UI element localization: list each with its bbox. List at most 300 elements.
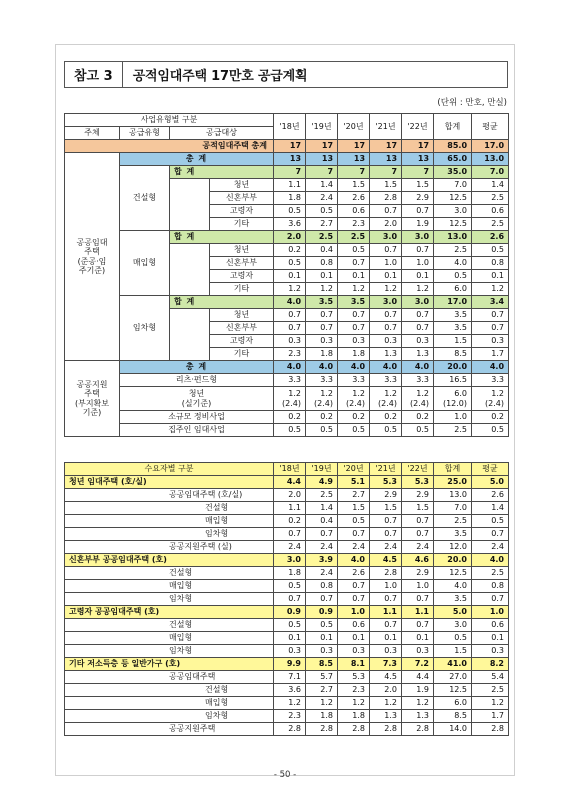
value-cell: 0.2: [306, 411, 338, 424]
table-row: [65, 476, 509, 489]
value-cell: 0.3: [370, 645, 402, 658]
value-cell: 2.4: [306, 192, 338, 205]
value-cell: 2.8: [274, 723, 306, 736]
demand-label: 임차형: [65, 645, 274, 658]
value-cell: 7: [338, 166, 370, 179]
support-total-label: 총 계: [120, 361, 274, 374]
value-cell: 0.5: [274, 257, 306, 270]
value-cell: 0.7: [472, 593, 509, 606]
value-cell: 1.2 (2.4): [370, 387, 402, 411]
title-box: [64, 61, 508, 88]
value-cell: 2.5: [472, 192, 509, 205]
table-row: [65, 606, 509, 619]
value-cell: 0.7: [402, 619, 434, 632]
target-label: 고령자: [210, 335, 274, 348]
value-cell: 1.8: [338, 348, 370, 361]
supply-plan-table: [64, 113, 509, 437]
value-cell: 17.0: [434, 296, 472, 309]
value-cell: 1.5: [402, 179, 434, 192]
value-cell: 0.3: [306, 645, 338, 658]
demand-label: 신혼부부 공공임대주택 (호): [65, 554, 274, 567]
value-cell: 3.6: [274, 218, 306, 231]
value-cell: 13: [338, 153, 370, 166]
value-cell: 3.5: [434, 593, 472, 606]
value-cell: 17: [274, 140, 306, 153]
value-cell: 1.2: [402, 283, 434, 296]
value-cell: 0.7: [338, 528, 370, 541]
value-cell: 0.7: [370, 515, 402, 528]
demand-label: 기타 저소득층 등 일반가구 (호): [65, 658, 274, 671]
value-cell: 16.5: [434, 374, 472, 387]
value-cell: 1.9: [402, 218, 434, 231]
value-cell: 4.0: [306, 361, 338, 374]
value-cell: 13.0: [472, 153, 509, 166]
header-type: 사업유형별 구분: [65, 114, 274, 127]
value-cell: 1.3: [370, 710, 402, 723]
header-year: 합계: [434, 114, 472, 140]
table-row: [65, 387, 509, 411]
support-type-label: 집주인 임대사업: [120, 424, 274, 437]
value-cell: 0.5: [472, 424, 509, 437]
value-cell: 0.9: [306, 606, 338, 619]
table-row: [65, 528, 509, 541]
header-demand: 수요자별 구분: [65, 463, 274, 476]
value-cell: 5.0: [472, 476, 509, 489]
table-row: [65, 710, 509, 723]
value-cell: 1.5: [370, 179, 402, 192]
value-cell: 1.2: [274, 283, 306, 296]
value-cell: 2.5: [434, 424, 472, 437]
value-cell: 5.7: [306, 671, 338, 684]
value-cell: 1.0: [434, 411, 472, 424]
value-cell: 1.2 (2.4): [306, 387, 338, 411]
value-cell: 2.4: [274, 541, 306, 554]
value-cell: 0.1: [472, 270, 509, 283]
value-cell: 1.8: [338, 710, 370, 723]
value-cell: 2.5: [472, 218, 509, 231]
value-cell: 0.5: [434, 632, 472, 645]
value-cell: 0.3: [338, 335, 370, 348]
spacer-cell: [170, 244, 210, 296]
value-cell: 3.3: [472, 374, 509, 387]
table-row: [65, 541, 509, 554]
header-supply: 공급유형: [120, 127, 170, 140]
table-row: [65, 424, 509, 437]
table-row: [65, 114, 509, 127]
table-row: [65, 567, 509, 580]
value-cell: 0.6: [338, 205, 370, 218]
value-cell: 9.9: [274, 658, 306, 671]
value-cell: 2.6: [472, 231, 509, 244]
value-cell: 0.7: [306, 528, 338, 541]
target-label: 청년: [210, 244, 274, 257]
value-cell: 85.0: [434, 140, 472, 153]
table-row: [65, 619, 509, 632]
value-cell: 8.5: [434, 348, 472, 361]
value-cell: 0.7: [472, 322, 509, 335]
value-cell: 20.0: [434, 554, 472, 567]
demand-label: 청년 임대주택 (호/실): [65, 476, 274, 489]
value-cell: 2.4: [338, 541, 370, 554]
value-cell: 0.3: [402, 645, 434, 658]
header-year: 합계: [434, 463, 472, 476]
value-cell: 1.2 (2.4): [338, 387, 370, 411]
table-row: [65, 697, 509, 710]
table-row: [65, 554, 509, 567]
target-label: 기타: [210, 283, 274, 296]
table-row: [65, 684, 509, 697]
value-cell: 12.5: [434, 684, 472, 697]
value-cell: 3.5: [434, 322, 472, 335]
value-cell: 0.7: [370, 244, 402, 257]
value-cell: 0.7: [402, 515, 434, 528]
value-cell: 14.0: [434, 723, 472, 736]
header-year: '19년: [306, 114, 338, 140]
target-label: 신혼부부: [210, 192, 274, 205]
target-label: 고령자: [210, 205, 274, 218]
value-cell: 2.0: [370, 218, 402, 231]
support-housing-label: 공공지원 주택 (부지확보 기준): [65, 361, 120, 437]
value-cell: 0.7: [306, 593, 338, 606]
value-cell: 4.5: [370, 554, 402, 567]
value-cell: 13.0: [434, 231, 472, 244]
demand-label: 공공임대주택 (호/실): [65, 489, 274, 502]
demand-label: 공공임대주택: [65, 671, 274, 684]
value-cell: 17: [338, 140, 370, 153]
value-cell: 3.5: [306, 296, 338, 309]
demand-label: 건설형: [65, 619, 274, 632]
value-cell: 1.4: [306, 502, 338, 515]
value-cell: 2.8: [402, 723, 434, 736]
value-cell: 1.2: [338, 697, 370, 710]
value-cell: 1.2 (2.4): [472, 387, 509, 411]
value-cell: 25.0: [434, 476, 472, 489]
value-cell: 8.5: [306, 658, 338, 671]
value-cell: 1.0: [402, 257, 434, 270]
value-cell: 0.7: [338, 580, 370, 593]
value-cell: 0.7: [370, 619, 402, 632]
value-cell: 2.8: [370, 192, 402, 205]
value-cell: 0.9: [274, 606, 306, 619]
value-cell: 1.7: [472, 710, 509, 723]
value-cell: 13.0: [434, 489, 472, 502]
value-cell: 2.3: [338, 218, 370, 231]
value-cell: 0.5: [274, 619, 306, 632]
value-cell: 0.7: [402, 322, 434, 335]
value-cell: 1.3: [402, 710, 434, 723]
value-cell: 0.2: [472, 411, 509, 424]
demand-label: 매입형: [65, 515, 274, 528]
value-cell: 1.2: [472, 697, 509, 710]
value-cell: 0.3: [338, 645, 370, 658]
value-cell: 0.4: [306, 244, 338, 257]
value-cell: 0.7: [306, 309, 338, 322]
value-cell: 4.0: [338, 361, 370, 374]
value-cell: 0.7: [402, 205, 434, 218]
value-cell: 1.8: [274, 567, 306, 580]
value-cell: 0.7: [370, 528, 402, 541]
value-cell: 3.3: [338, 374, 370, 387]
value-cell: 8.2: [472, 658, 509, 671]
title-number: 참고 3: [65, 62, 123, 87]
value-cell: 1.2: [338, 283, 370, 296]
value-cell: 5.4: [472, 671, 509, 684]
value-cell: 1.2 (2.4): [402, 387, 434, 411]
demand-label: 매입형: [65, 580, 274, 593]
value-cell: 5.3: [338, 671, 370, 684]
demand-label: 매입형: [65, 697, 274, 710]
subtotal-label: 합 계: [170, 166, 274, 179]
value-cell: 2.9: [402, 192, 434, 205]
table-row: [65, 463, 509, 476]
value-cell: 0.7: [338, 257, 370, 270]
value-cell: 2.7: [338, 489, 370, 502]
value-cell: 4.0: [402, 361, 434, 374]
target-label: 청년: [210, 309, 274, 322]
target-label: 청년: [210, 179, 274, 192]
value-cell: 1.3: [370, 348, 402, 361]
value-cell: 1.5: [434, 645, 472, 658]
header-year: '21년: [370, 114, 402, 140]
value-cell: 0.6: [472, 619, 509, 632]
value-cell: 2.4: [370, 541, 402, 554]
value-cell: 0.7: [402, 309, 434, 322]
value-cell: 2.5: [338, 231, 370, 244]
spacer-cell: [170, 179, 210, 231]
value-cell: 2.4: [306, 541, 338, 554]
table-row: [65, 153, 509, 166]
value-cell: 2.5: [434, 244, 472, 257]
value-cell: 2.8: [306, 723, 338, 736]
value-cell: 1.4: [472, 502, 509, 515]
value-cell: 2.0: [370, 684, 402, 697]
value-cell: 0.5: [338, 424, 370, 437]
value-cell: 2.9: [370, 489, 402, 502]
value-cell: 3.5: [434, 309, 472, 322]
value-cell: 0.2: [402, 411, 434, 424]
value-cell: 1.0: [402, 580, 434, 593]
demand-label: 건설형: [65, 502, 274, 515]
table-row: [65, 374, 509, 387]
value-cell: 0.7: [274, 593, 306, 606]
value-cell: 1.1: [274, 179, 306, 192]
value-cell: 13: [306, 153, 338, 166]
value-cell: 4.5: [370, 671, 402, 684]
value-cell: 4.4: [402, 671, 434, 684]
table-row: [65, 580, 509, 593]
value-cell: 0.7: [306, 322, 338, 335]
header-year: '22년: [402, 463, 434, 476]
value-cell: 2.3: [338, 684, 370, 697]
value-cell: 2.9: [402, 489, 434, 502]
supply-type-label: 매입형: [120, 231, 170, 296]
value-cell: 3.3: [370, 374, 402, 387]
value-cell: 3.0: [274, 554, 306, 567]
public-housing-label: 공공임대 주택 (준공·임 주기준): [65, 153, 120, 361]
value-cell: 4.0: [274, 361, 306, 374]
value-cell: 0.5: [274, 580, 306, 593]
value-cell: 17: [306, 140, 338, 153]
value-cell: 1.4: [306, 179, 338, 192]
value-cell: 2.8: [370, 567, 402, 580]
table-row: [65, 502, 509, 515]
value-cell: 0.5: [338, 515, 370, 528]
value-cell: 1.2 (2.4): [274, 387, 306, 411]
value-cell: 3.0: [434, 619, 472, 632]
value-cell: 1.0: [370, 257, 402, 270]
header-year: 평균: [472, 114, 509, 140]
value-cell: 17: [370, 140, 402, 153]
value-cell: 7.0: [472, 166, 509, 179]
value-cell: 1.0: [472, 606, 509, 619]
value-cell: 0.2: [274, 244, 306, 257]
value-cell: 3.0: [402, 296, 434, 309]
value-cell: 0.5: [434, 270, 472, 283]
value-cell: 13: [370, 153, 402, 166]
value-cell: 0.1: [402, 270, 434, 283]
value-cell: 4.0: [434, 257, 472, 270]
demand-plan-table: [64, 462, 509, 736]
value-cell: 17: [402, 140, 434, 153]
value-cell: 3.0: [370, 296, 402, 309]
grand-total-label: 공적임대주택 총계: [65, 140, 274, 153]
spacer-cell: [170, 309, 210, 361]
support-type-label: 청년 (실기준): [120, 387, 274, 411]
value-cell: 2.5: [472, 684, 509, 697]
table-row: [65, 140, 509, 153]
value-cell: 0.8: [472, 257, 509, 270]
value-cell: 4.0: [472, 554, 509, 567]
value-cell: 27.0: [434, 671, 472, 684]
value-cell: 3.6: [274, 684, 306, 697]
header-year: '21년: [370, 463, 402, 476]
value-cell: 4.0: [338, 554, 370, 567]
value-cell: 3.0: [402, 231, 434, 244]
value-cell: 1.2: [472, 283, 509, 296]
value-cell: 6.0 (12.0): [434, 387, 472, 411]
value-cell: 13: [402, 153, 434, 166]
table-row: [65, 361, 509, 374]
value-cell: 0.7: [402, 528, 434, 541]
value-cell: 3.5: [434, 528, 472, 541]
value-cell: 0.1: [274, 270, 306, 283]
value-cell: 0.5: [306, 619, 338, 632]
value-cell: 7: [306, 166, 338, 179]
target-label: 신혼부부: [210, 322, 274, 335]
value-cell: 6.0: [434, 697, 472, 710]
value-cell: 0.1: [306, 270, 338, 283]
supply-type-label: 임차형: [120, 296, 170, 361]
header-year: '20년: [338, 114, 370, 140]
value-cell: 65.0: [434, 153, 472, 166]
value-cell: 4.4: [274, 476, 306, 489]
value-cell: 1.2: [274, 697, 306, 710]
value-cell: 2.3: [274, 710, 306, 723]
value-cell: 0.1: [472, 632, 509, 645]
table-row: [65, 593, 509, 606]
value-cell: 7.1: [274, 671, 306, 684]
value-cell: 0.6: [338, 619, 370, 632]
value-cell: 2.4: [472, 541, 509, 554]
value-cell: 0.1: [370, 270, 402, 283]
value-cell: 0.7: [370, 309, 402, 322]
table-row: [65, 166, 509, 179]
value-cell: 1.1: [274, 502, 306, 515]
value-cell: 0.7: [472, 528, 509, 541]
header-year: '22년: [402, 114, 434, 140]
value-cell: 2.8: [338, 723, 370, 736]
value-cell: 3.4: [472, 296, 509, 309]
value-cell: 0.2: [274, 411, 306, 424]
value-cell: 3.3: [274, 374, 306, 387]
value-cell: 0.3: [274, 335, 306, 348]
value-cell: 0.8: [306, 257, 338, 270]
table-row: [65, 658, 509, 671]
value-cell: 2.5: [306, 489, 338, 502]
value-cell: 2.0: [274, 489, 306, 502]
value-cell: 1.2: [370, 283, 402, 296]
value-cell: 0.7: [370, 593, 402, 606]
value-cell: 0.5: [370, 424, 402, 437]
header-subject: 주체: [65, 127, 120, 140]
value-cell: 1.5: [434, 335, 472, 348]
value-cell: 7: [402, 166, 434, 179]
value-cell: 0.7: [370, 205, 402, 218]
value-cell: 0.7: [370, 322, 402, 335]
header-year: 평균: [472, 463, 509, 476]
value-cell: 0.7: [338, 309, 370, 322]
value-cell: 6.0: [434, 283, 472, 296]
value-cell: 2.5: [306, 231, 338, 244]
value-cell: 4.0: [472, 361, 509, 374]
value-cell: 1.9: [402, 684, 434, 697]
value-cell: 1.2: [370, 697, 402, 710]
value-cell: 5.1: [338, 476, 370, 489]
target-label: 신혼부부: [210, 257, 274, 270]
value-cell: 0.2: [370, 411, 402, 424]
value-cell: 2.4: [402, 541, 434, 554]
value-cell: 0.1: [338, 270, 370, 283]
value-cell: 1.8: [274, 192, 306, 205]
subtotal-label: 합 계: [170, 296, 274, 309]
value-cell: 1.1: [402, 606, 434, 619]
value-cell: 0.7: [402, 593, 434, 606]
value-cell: 0.7: [338, 593, 370, 606]
header-year: '18년: [274, 463, 306, 476]
value-cell: 7.0: [434, 179, 472, 192]
value-cell: 1.8: [306, 710, 338, 723]
unit-label: (단위 : 만호, 만실): [437, 98, 507, 108]
table-row: [65, 632, 509, 645]
value-cell: 0.8: [472, 580, 509, 593]
value-cell: 35.0: [434, 166, 472, 179]
value-cell: 0.5: [306, 205, 338, 218]
value-cell: 2.8: [370, 723, 402, 736]
value-cell: 3.9: [306, 554, 338, 567]
value-cell: 0.7: [274, 309, 306, 322]
demand-label: 공공지원주택 (실): [65, 541, 274, 554]
value-cell: 1.0: [370, 580, 402, 593]
value-cell: 7.0: [434, 502, 472, 515]
value-cell: 0.7: [472, 309, 509, 322]
value-cell: 2.9: [402, 567, 434, 580]
page-number: - 50 -: [273, 770, 297, 780]
value-cell: 0.6: [472, 205, 509, 218]
value-cell: 1.4: [472, 179, 509, 192]
value-cell: 1.5: [338, 179, 370, 192]
value-cell: 3.3: [402, 374, 434, 387]
value-cell: 2.7: [306, 218, 338, 231]
